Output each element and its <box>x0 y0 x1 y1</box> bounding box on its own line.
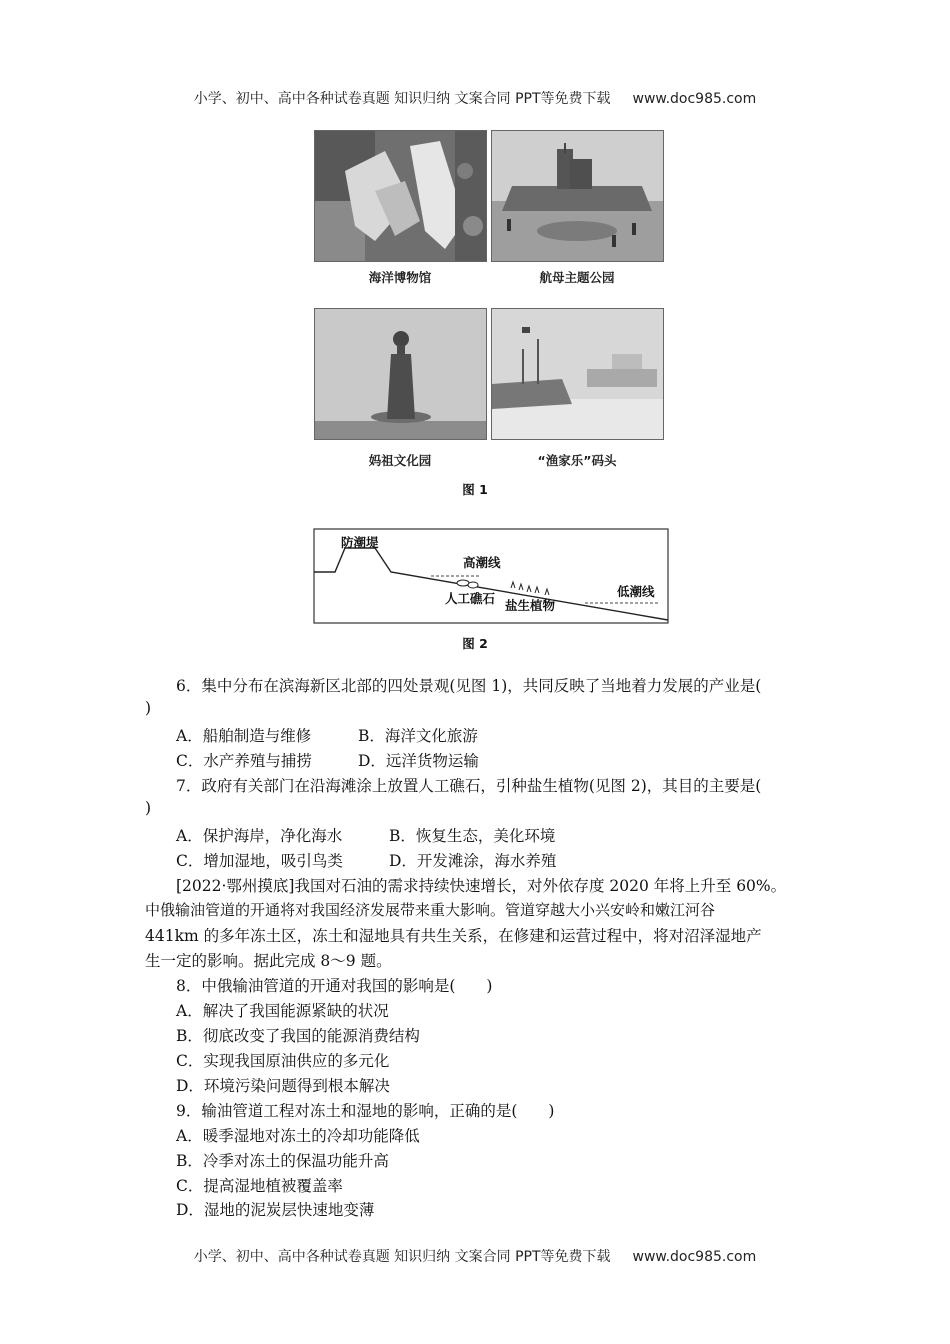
q9-option-b: B．冷季对冻土的保温功能升高 <box>176 1152 389 1170</box>
passage-line-3: 441km 的多年冻土区，冻土和湿地具有共生关系，在修建和运营过程中，将对沼泽湿地产 <box>145 927 762 945</box>
photo-fishing-wharf <box>491 308 664 440</box>
photo-carrier-park <box>491 130 664 262</box>
label-dike: 防潮堤 <box>341 535 379 550</box>
passage-line-2: 中俄输油管道的开通将对我国经济发展带来重大影响。管道穿越大小兴安岭和嫩江河谷 <box>145 901 716 919</box>
photo-ocean-museum <box>314 130 487 262</box>
q9-option-d: D．湿地的泥炭层快速地变薄 <box>176 1201 375 1219</box>
q9-option-c: C．提高湿地植被覆盖率 <box>176 1177 343 1195</box>
q6-option-a: A．船舶制造与维修 <box>176 727 312 745</box>
photo-mazu-park <box>314 308 487 440</box>
q6-option-b: B．海洋文化旅游 <box>358 727 478 745</box>
q6-stem-end: ) <box>145 699 152 717</box>
q7-option-b: B．恢复生态，美化环境 <box>389 827 556 845</box>
figure2-label: 图 2 <box>462 636 488 651</box>
q7-option-c: C．增加湿地，吸引鸟类 <box>176 852 343 870</box>
caption-carrier-park: 航母主题公园 <box>539 270 615 285</box>
q8-option-d: D．环境污染问题得到根本解决 <box>176 1077 390 1095</box>
reef-stone-icon <box>468 582 478 588</box>
q7-stem: 7．政府有关部门在沿海滩涂上放置人工礁石，引种盐生植物(见图 2)，其目的主要是( <box>176 777 762 795</box>
reef-stone-icon <box>457 580 469 586</box>
label-low-tide: 低潮线 <box>617 584 655 599</box>
q7-option-d: D．开发滩涂，海水养殖 <box>389 852 557 870</box>
q8-option-c: C．实现我国原油供应的多元化 <box>176 1052 390 1070</box>
footer-text: 小学、初中、高中各种试卷真题 知识归纳 文案合同 PPT等免费下载 <box>193 1249 611 1265</box>
page-footer <box>0 1246 950 1266</box>
q7-stem-end: ) <box>145 799 152 817</box>
q9-stem: 9．输油管道工程对冻土和湿地的影响，正确的是( ) <box>176 1102 555 1120</box>
q8-stem: 8．中俄输油管道的开通对我国的影响是( ) <box>176 977 493 995</box>
header-text: 小学、初中、高中各种试卷真题 知识归纳 文案合同 PPT等免费下载 <box>193 91 611 107</box>
q9-option-a: A．暖季湿地对冻土的冷却功能降低 <box>176 1127 420 1145</box>
q6-option-c: C．水产养殖与捕捞 <box>176 752 312 770</box>
figure1-label: 图 1 <box>462 482 488 497</box>
caption-mazu-park: 妈祖文化园 <box>368 453 432 468</box>
q8-option-a: A．解决了我国能源紧缺的状况 <box>176 1002 389 1020</box>
caption-fishing-wharf: “渔家乐”码头 <box>537 453 617 468</box>
q6-stem: 6．集中分布在滨海新区北部的四处景观(见图 1)，共同反映了当地着力发展的产业是( <box>176 677 762 695</box>
footer-url[interactable]: www.doc985.com <box>632 1249 757 1265</box>
header-url[interactable]: www.doc985.com <box>632 91 757 107</box>
q7-option-a: A．保护海岸，净化海水 <box>176 827 343 845</box>
figure2-diagram <box>313 528 669 624</box>
caption-ocean-museum: 海洋博物馆 <box>368 270 432 285</box>
q8-option-b: B．彻底改变了我国的能源消费结构 <box>176 1027 420 1045</box>
q6-option-d: D．远洋货物运输 <box>358 752 479 770</box>
passage-line-1: [2022·鄂州摸底]我国对石油的需求持续快速增长，对外依存度 2020 年将上升至 60%。 <box>176 877 787 895</box>
passage-line-4: 生一定的影响。据此完成 8～9 题。 <box>145 952 392 970</box>
label-reef: 人工礁石 <box>445 591 496 606</box>
label-high-tide: 高潮线 <box>463 555 501 570</box>
label-plants: 盐生植物 <box>505 598 556 613</box>
page-header <box>0 88 950 108</box>
